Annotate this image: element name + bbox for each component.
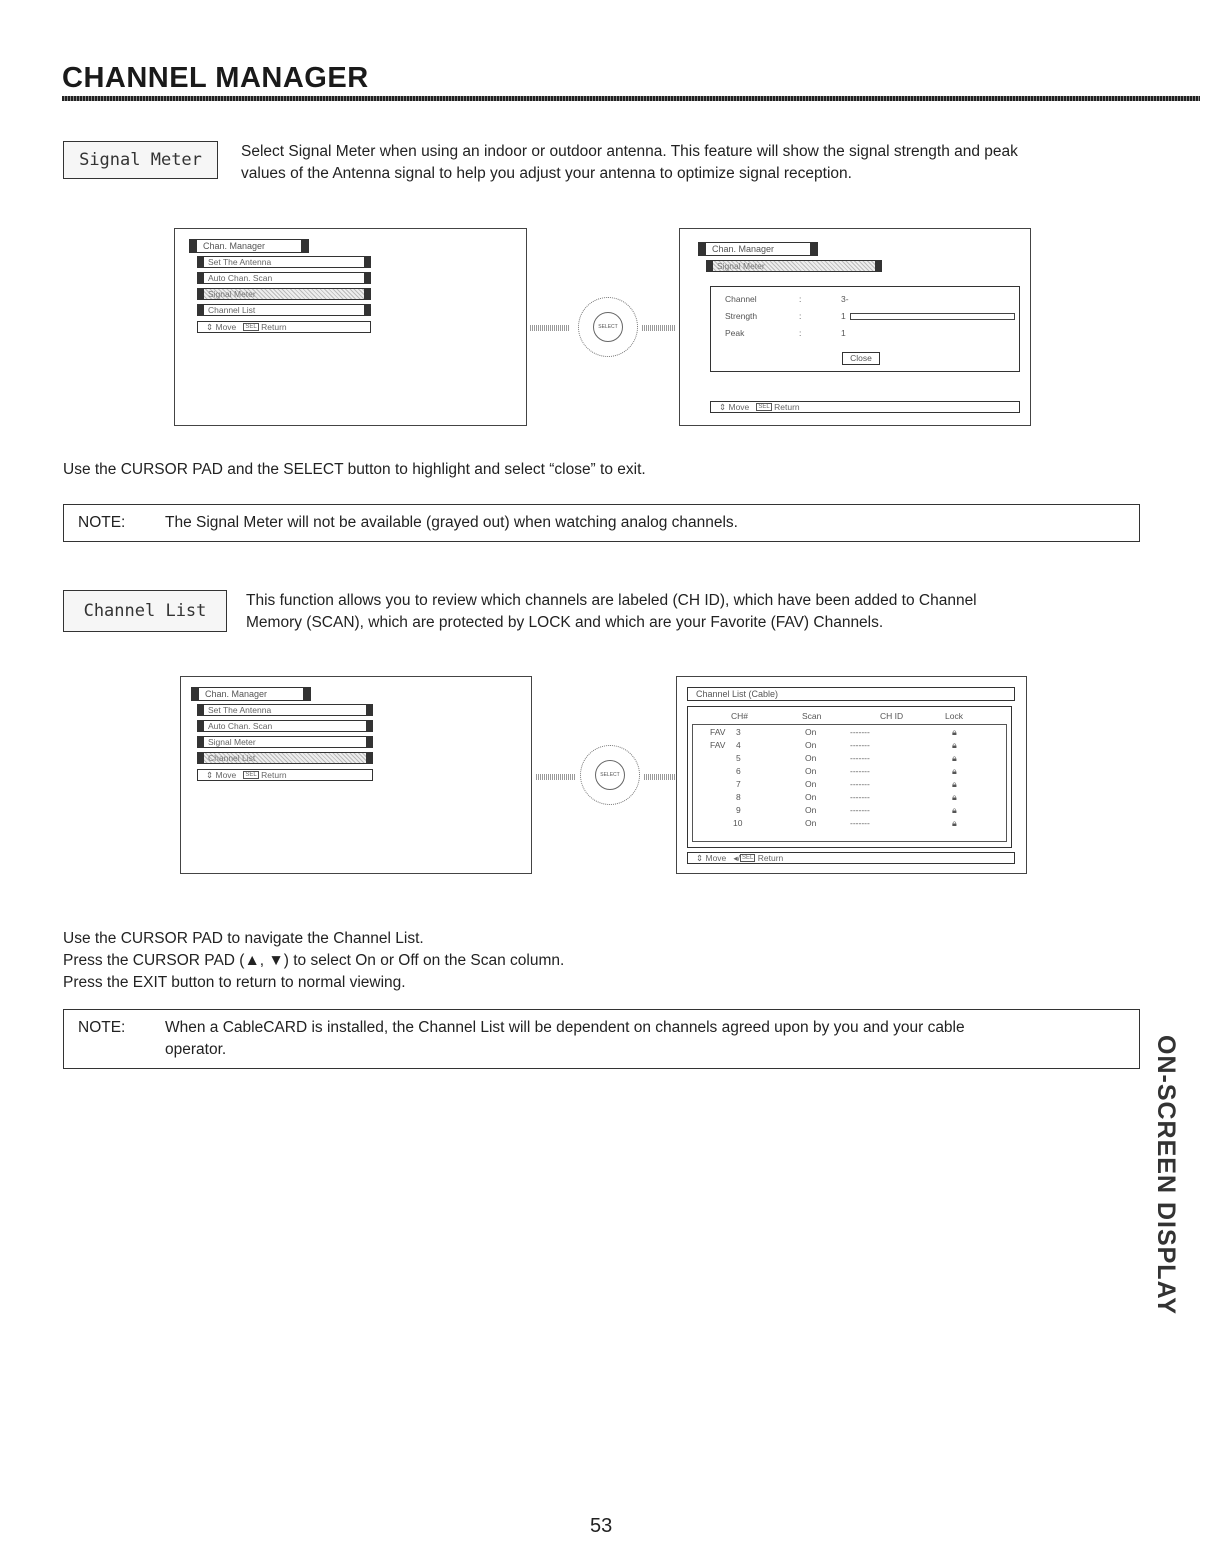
signal-panel [710,286,1020,372]
note-box-signal-meter [63,504,1140,542]
instruction-line-3: Press the EXIT button to return to normal viewing. [63,974,406,991]
cursor-pad-icon [578,297,638,357]
osd-header [189,239,309,253]
ch-cell: 10 [733,818,743,828]
channel-list-title: Channel List (Cable) [687,687,1015,701]
menu-item-set-antenna[interactable] [197,704,373,716]
menu-item-label: Auto Chan. Scan [208,273,273,283]
signal-meter-instruction: Use the CURSOR PAD and the SELECT button to highlight and select “close” to exit. [63,461,646,478]
select-button-icon: SELECT [593,312,623,342]
close-button[interactable]: Close [842,352,880,365]
select-button-icon: SELECT [595,760,625,790]
menu-item-label: Signal Meter [208,737,256,747]
padlock-icon: 🔒︎ [952,766,957,776]
scan-cell: On [805,792,817,802]
scan-cell: On [805,805,817,815]
signal-sep: : [799,311,802,321]
return-label: Return [261,770,287,780]
chid-cell: ------- [850,753,870,763]
fav-cell: FAV [710,740,726,750]
column-header-lock: Lock [945,711,963,721]
right-arrow-icon [536,774,576,780]
ch-cell: 9 [736,805,741,815]
ch-cell: 6 [736,766,741,776]
signal-meter-description [241,141,1161,185]
signal-meter-description-line-2: values of the Antenna signal to help you adjust your antenna to optimize signal reception. [241,165,852,182]
updown-arrow-icon: ⇕ [206,321,214,332]
chid-cell: ------- [850,805,870,815]
sel-key-icon: SEL [758,404,770,410]
header-block-icon [303,688,310,701]
note-label: NOTE: [78,514,126,531]
ch-cell: 8 [736,792,741,802]
menu-item-channel-list[interactable] [197,304,371,316]
table-row[interactable] [693,779,1006,792]
move-label: Move [705,853,727,863]
sel-key-icon: SEL [245,324,257,330]
menu-item-label: Set The Antenna [208,705,272,715]
osd-move-bar [197,769,373,781]
header-block-icon [301,240,308,253]
right-arrow-icon [644,774,676,780]
chid-cell: ------- [850,766,870,776]
osd-move-bar [197,321,371,333]
osd-screen-signal-meter [679,228,1031,426]
osd-move-bar [710,401,1020,413]
signal-row-peak [711,328,1019,341]
osd-move-bar [687,852,1015,864]
subheader-label: Signal Meter [717,261,765,271]
table-row[interactable] [693,792,1006,805]
column-header-ch: CH# [731,711,749,721]
column-header-chid: CH ID [880,711,904,721]
note-label: NOTE: [78,1019,126,1036]
chid-cell: ------- [850,779,870,789]
signal-label: Channel [725,294,757,304]
page-title: CHANNEL MANAGER [62,62,369,94]
signal-row-channel [711,294,1019,307]
ch-cell: 5 [736,753,741,763]
cursor-pad-icon [580,745,640,805]
table-row[interactable] [693,805,1006,818]
chid-cell: ------- [850,727,870,737]
title-rule [62,96,1200,101]
right-arrow-icon [642,325,676,331]
signal-label: Strength [725,311,758,321]
menu-item-signal-meter[interactable] [197,736,373,748]
channel-list-description [246,590,1140,634]
scan-cell: On [805,779,817,789]
signal-sep: : [799,328,802,338]
fav-cell: FAV [710,727,726,737]
ch-cell: 3 [736,727,741,737]
note-box-cablecard [63,1009,1140,1069]
padlock-icon: 🔒︎ [952,753,957,763]
ch-cell: 7 [736,779,741,789]
table-row[interactable] [693,740,1006,753]
menu-item-label: Set The Antenna [208,257,272,267]
side-tab-label: ON-SCREEN DISPLAY [1152,1035,1180,1316]
table-row[interactable] [693,753,1006,766]
menu-item-label: Signal Meter [208,289,256,299]
padlock-icon: 🔒︎ [952,818,957,828]
table-row[interactable] [693,766,1006,779]
instruction-line-2: Press the CURSOR PAD (▲, ▼) to select On or Off on the Scan column. [63,952,565,969]
padlock-icon: 🔒︎ [952,727,957,737]
header-block-icon [190,240,197,253]
osd-header [698,242,818,256]
chid-cell: ------- [850,792,870,802]
page-number: 53 [590,1515,613,1537]
updown-arrow-icon: ⇕ [719,401,727,412]
column-header-scan: Scan [802,711,822,721]
channel-list-header [688,711,1011,724]
note-text: The Signal Meter will not be available (grayed out) when watching analog channels. [165,514,738,531]
note-text-line-2: operator. [165,1041,227,1058]
note-text-line-1: When a CableCARD is installed, the Channel List will be dependent on channels agreed upon by you and your cable [165,1019,965,1036]
channel-list-rows [692,724,1007,842]
move-label: Move [215,322,237,332]
menu-item-label: Channel List [208,753,256,763]
table-row[interactable] [693,727,1006,740]
osd-screen-channel-list [676,676,1027,874]
header-block-icon [699,243,706,256]
menu-item-label: Channel List [208,305,256,315]
right-arrow-icon [530,325,570,331]
scan-cell: On [805,740,817,750]
channel-list-table [687,706,1012,848]
signal-row-strength [711,311,1019,324]
osd-screen-chan-manager-1 [174,228,527,426]
instruction-line-1: Use the CURSOR PAD to navigate the Channel List. [63,930,424,947]
note-text [165,1017,1125,1061]
move-label: Move [728,402,750,412]
move-label: Move [215,770,237,780]
channel-list-description-line-2: Memory (SCAN), which are protected by LOCK and which are your Favorite (FAV) Channels. [246,614,884,631]
scan-cell: On [805,818,817,828]
signal-label: Peak [725,328,745,338]
osd-header-label: Chan. Manager [205,689,268,699]
channel-list-description-line-1: This function allows you to review which channels are labeled (CH ID), which have been added to Channel [246,592,977,609]
signal-meter-description-line-1: Select Signal Meter when using an indoor or outdoor antenna. This feature will show the signal strength and peak [241,143,1018,160]
osd-header-label: Chan. Manager [712,244,775,254]
sel-key-icon: SEL [245,772,257,778]
updown-arrow-icon: ⇕ [206,769,214,780]
menu-item-channel-list[interactable] [197,752,373,764]
chid-cell: ------- [850,740,870,750]
padlock-icon: 🔒︎ [952,805,957,815]
signal-value: 3- [841,294,849,304]
menu-item-auto-scan[interactable] [197,272,371,284]
padlock-icon: 🔒︎ [952,792,957,802]
header-block-icon [810,243,817,256]
return-label: Return [261,322,287,332]
signal-value: 1 [841,328,846,338]
strength-bar [850,313,1015,320]
signal-meter-subheader [706,260,882,272]
signal-value: 1 [841,311,846,321]
chid-cell: ------- [850,818,870,828]
osd-screen-chan-manager-2 [180,676,532,874]
signal-meter-tag: Signal Meter [63,141,218,179]
left-right-arrow-icon: ◂/ [733,852,741,863]
padlock-icon: 🔒︎ [952,740,957,750]
menu-item-signal-meter[interactable] [197,288,371,300]
return-label: Return [774,402,800,412]
scan-cell: On [805,753,817,763]
header-block-icon [192,688,199,701]
channel-list-instructions [63,928,564,994]
channel-list-tag: Channel List [63,590,227,632]
scan-cell: On [805,766,817,776]
signal-sep: : [799,294,802,304]
osd-header [191,687,311,701]
updown-arrow-icon: ⇕ [696,852,704,863]
osd-header-label: Chan. Manager [203,241,266,251]
padlock-icon: 🔒︎ [952,779,957,789]
menu-item-set-antenna[interactable] [197,256,371,268]
table-row[interactable] [693,818,1006,831]
sel-key-icon: SEL [742,855,754,861]
scan-cell: On [805,727,817,737]
menu-item-label: Auto Chan. Scan [208,721,273,731]
return-label: Return [757,853,784,863]
menu-item-auto-scan[interactable] [197,720,373,732]
ch-cell: 4 [736,740,741,750]
